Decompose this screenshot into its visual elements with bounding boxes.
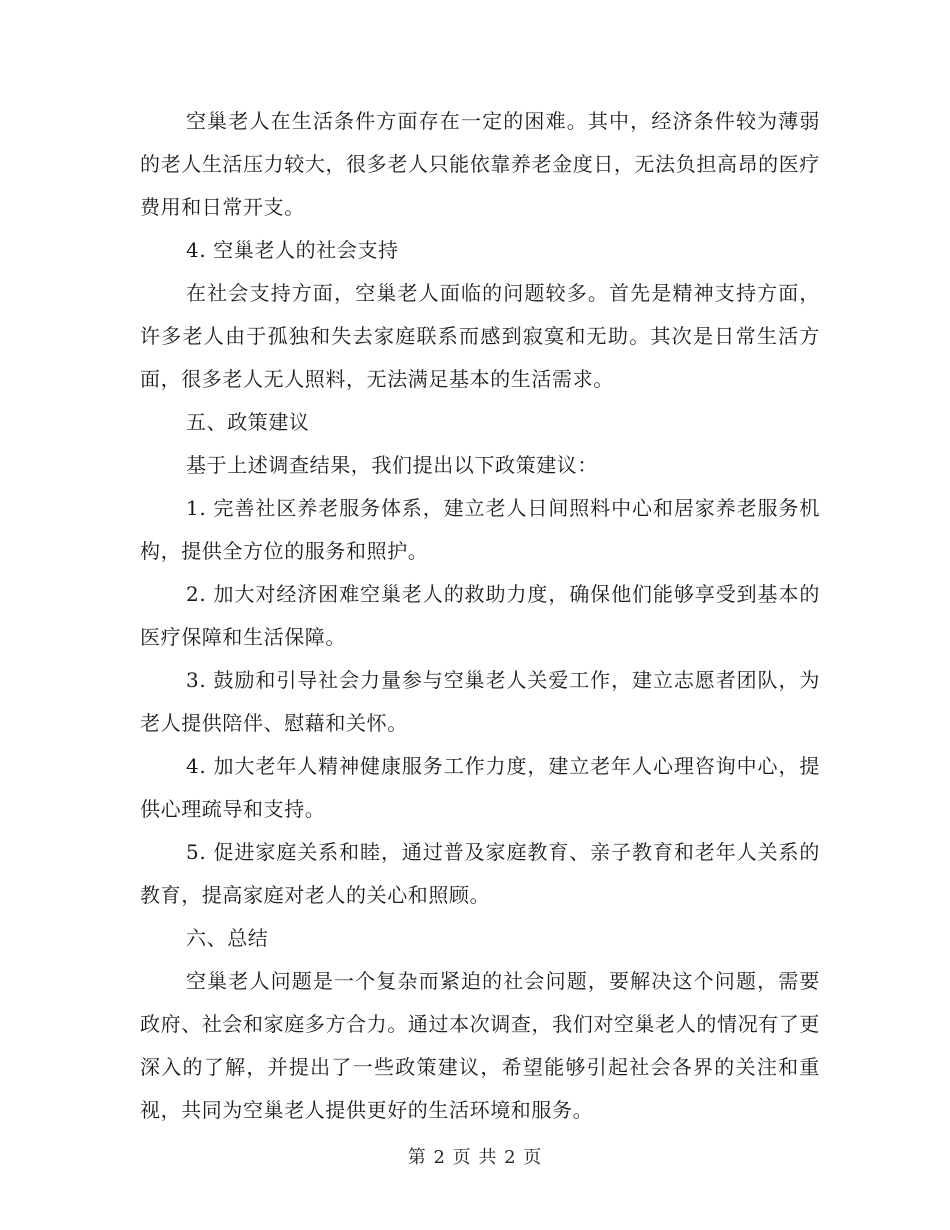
- section-heading-summary: 六、总结: [186, 926, 269, 950]
- paragraph-living-conditions: 空巢老人在生活条件方面存在一定的困难。其中，经济条件较为薄弱的老人生活压力较大，很多老人只能依靠养老金度日，无法负担高昂的医疗费用和日常开支。: [140, 109, 820, 219]
- list-item-policy-1: 1. 完善社区养老服务体系，建立老人日间照料中心和居家养老服务机构，提供全方位的服务和照护。: [140, 496, 820, 563]
- list-item-policy-2: 2. 加大对经济困难空巢老人的救助力度，确保他们能够享受到基本的医疗保障和生活保障。: [140, 582, 820, 649]
- page-number-footer: 第 2 页 共 2 页: [407, 1147, 543, 1168]
- list-item-policy-4: 4. 加大老年人精神健康服务工作力度，建立老年人心理咨询中心，提供心理疏导和支持。: [140, 754, 820, 821]
- paragraph-summary: 空巢老人问题是一个复杂而紧迫的社会问题，要解决这个问题，需要政府、社会和家庭多方合力。通过本次调查，我们对空巢老人的情况有了更深入的了解，并提出了一些政策建议，希望能够引起社会各界的关注和重视，共同为空巢老人提供更好的生活环境和服务。: [140, 969, 820, 1122]
- paragraph-social-support: 在社会支持方面，空巢老人面临的问题较多。首先是精神支持方面，许多老人由于孤独和失去家庭联系而感到寂寞和无助。其次是日常生活方面，很多老人无人照料，无法满足基本的生活需求。: [140, 281, 820, 391]
- list-item-policy-3: 3. 鼓励和引导社会力量参与空巢老人关爱工作，建立志愿者团队，为老人提供陪伴、慰藉和关怀。: [140, 668, 820, 735]
- section-heading-policy-suggestions: 五、政策建议: [186, 410, 310, 434]
- section-heading-social-support: 4. 空巢老人的社会支持: [186, 238, 399, 262]
- list-item-policy-5: 5. 促进家庭关系和睦，通过普及家庭教育、亲子教育和老年人关系的教育，提高家庭对老人的关心和照顾。: [140, 840, 820, 907]
- paragraph-policy-intro: 基于上述调查结果，我们提出以下政策建议：: [186, 453, 598, 477]
- document-body: [140, 100, 820, 1132]
